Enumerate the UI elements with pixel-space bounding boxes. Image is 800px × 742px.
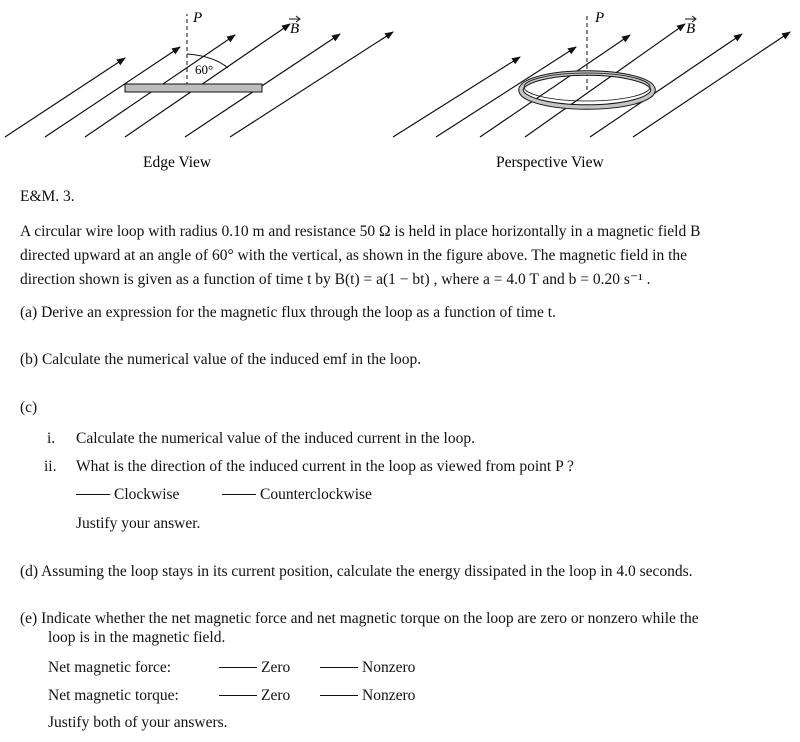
answer-blank[interactable] — [320, 695, 358, 696]
part-c-i-question: Calculate the numerical value of the induced current in the loop. — [76, 430, 475, 447]
net-force-label: Net magnetic force: — [48, 659, 172, 676]
net-torque-label: Net magnetic torque: — [48, 687, 179, 704]
field-line — [525, 24, 685, 137]
field-line — [436, 47, 576, 137]
loop-edge-bar — [125, 84, 262, 92]
field-line — [480, 35, 630, 137]
part-c-i-number: i. — [47, 430, 56, 447]
zero-label: Zero — [261, 659, 291, 676]
force-zero-option[interactable] — [219, 658, 290, 678]
perspective-field-b-label: B — [686, 21, 696, 37]
edge-view-caption: Edge View — [143, 154, 212, 171]
counterclockwise-option[interactable] — [222, 485, 372, 505]
field-line — [393, 57, 520, 137]
answer-blank[interactable] — [219, 695, 257, 696]
field-line — [590, 34, 742, 137]
part-e-line-1: (e) Indicate whether the net magnetic force and net magnetic torque on the loop are zero or nonzero while the — [20, 610, 699, 627]
part-e-justify: Justify both of your answers. — [48, 714, 228, 731]
edge-field-b-label: B — [290, 21, 300, 37]
part-c-justify: Justify your answer. — [76, 515, 201, 532]
clockwise-option[interactable] — [76, 485, 179, 505]
part-e-line-2: loop is in the magnetic field. — [48, 629, 226, 646]
nonzero-label: Nonzero — [362, 687, 416, 704]
clockwise-label: Clockwise — [114, 486, 180, 503]
part-c-ii-number: ii. — [44, 458, 57, 475]
zero-label: Zero — [261, 687, 291, 704]
part-c-label: (c) — [20, 399, 38, 416]
nonzero-label: Nonzero — [362, 659, 416, 676]
part-b-question: (b) Calculate the numerical value of the induced emf in the loop. — [20, 351, 422, 368]
part-c-ii-question: What is the direction of the induced current in the loop as viewed from point P ? — [76, 458, 574, 475]
problem-intro-line-1: A circular wire loop with radius 0.10 m and resistance 50 Ω is held in place horizontally in a magnetic field B — [20, 223, 701, 240]
torque-zero-option[interactable] — [219, 686, 290, 706]
torque-nonzero-option[interactable] — [320, 686, 415, 706]
force-nonzero-option[interactable] — [320, 658, 415, 678]
field-line — [5, 58, 125, 137]
part-a-question: (a) Derive an expression for the magnetic flux through the loop as a function of time t. — [20, 304, 556, 321]
problem-intro-line-3: direction shown is given as a function of time t by B(t) = a(1 − bt) , where a = 4.0 T and b = 0.20 s⁻¹ . — [20, 271, 651, 288]
counterclockwise-label: Counterclockwise — [260, 486, 372, 503]
part-d-question: (d) Assuming the loop stays in its current position, calculate the energy dissipated in the loop in 4.0 seconds. — [20, 563, 693, 580]
figure-area — [0, 0, 800, 180]
answer-blank[interactable] — [76, 494, 110, 495]
edge-point-p-label: P — [193, 10, 203, 26]
answer-blank[interactable] — [222, 494, 256, 495]
answer-blank[interactable] — [219, 667, 257, 668]
answer-blank[interactable] — [320, 667, 358, 668]
perspective-point-p-label: P — [595, 10, 605, 26]
perspective-view-caption: Perspective View — [496, 154, 604, 171]
problem-heading: E&M. 3. — [20, 188, 75, 205]
edge-angle-label: 60° — [195, 62, 214, 77]
field-line — [125, 24, 290, 137]
problem-intro-line-2: directed upward at an angle of 60° with the vertical, as shown in the figure above. The magnetic field in the — [20, 247, 688, 264]
field-line — [633, 32, 790, 137]
